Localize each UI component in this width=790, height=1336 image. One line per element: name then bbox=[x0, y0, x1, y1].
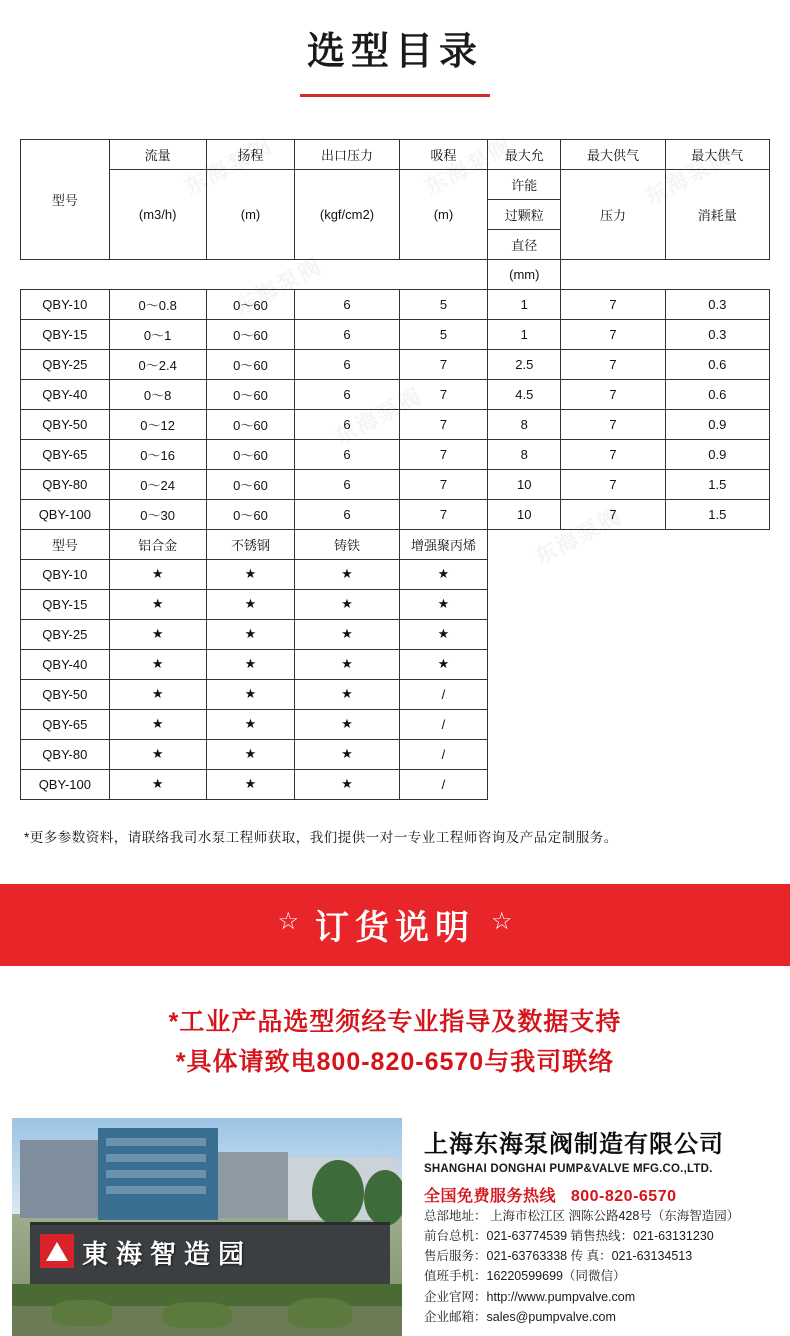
material-header-stainless: 不锈钢 bbox=[206, 529, 295, 559]
cell-outlet-pressure: 6 bbox=[295, 469, 399, 499]
cell-particle: 1 bbox=[488, 319, 561, 349]
header-airpressure-line2: 压力 bbox=[561, 169, 665, 259]
cell-air-pressure: 7 bbox=[561, 469, 665, 499]
cell-model: QBY-80 bbox=[21, 469, 110, 499]
cell-outlet-pressure: 6 bbox=[295, 409, 399, 439]
contact-line-email[interactable]: 企业邮箱：sales@pumpvalve.com bbox=[424, 1309, 616, 1324]
material-header-row bbox=[21, 529, 770, 559]
cell-castiron: ★ bbox=[295, 559, 399, 589]
cell-stainless: ★ bbox=[206, 739, 295, 769]
cell-head: 0～60 bbox=[206, 349, 295, 379]
cell-model: QBY-65 bbox=[21, 709, 110, 739]
material-spacer-1 bbox=[488, 649, 561, 679]
cell-suction: 7 bbox=[399, 439, 488, 469]
header-particle-line3: 过颗粒 bbox=[488, 199, 561, 229]
table-row bbox=[21, 649, 770, 679]
cell-polypropylene: / bbox=[399, 769, 488, 799]
cell-head: 0～60 bbox=[206, 409, 295, 439]
material-spacer-1 bbox=[488, 679, 561, 709]
table-header-row-2 bbox=[21, 169, 770, 199]
cell-air-pressure: 7 bbox=[561, 379, 665, 409]
cell-particle: 4.5 bbox=[488, 379, 561, 409]
cell-model: QBY-15 bbox=[21, 589, 110, 619]
cell-flow: 0～0.8 bbox=[109, 289, 206, 319]
header-head-label: 扬程 bbox=[206, 139, 295, 169]
header-airconsumption-line2: 消耗量 bbox=[665, 169, 769, 259]
material-spacer-2 bbox=[561, 649, 665, 679]
photo-building-2 bbox=[98, 1128, 218, 1220]
material-spacer-2 bbox=[561, 709, 665, 739]
header-spacer-3 bbox=[295, 259, 399, 289]
cell-air-pressure: 7 bbox=[561, 499, 665, 529]
specification-table bbox=[20, 139, 770, 800]
material-spacer-3 bbox=[665, 589, 769, 619]
cell-model: QBY-50 bbox=[21, 409, 110, 439]
cell-head: 0～60 bbox=[206, 469, 295, 499]
cell-castiron: ★ bbox=[295, 589, 399, 619]
material-spacer-3 bbox=[665, 649, 769, 679]
hotline-number: 800-820-6570 bbox=[570, 1187, 677, 1205]
cell-suction: 7 bbox=[399, 349, 488, 379]
hotline bbox=[424, 1183, 778, 1206]
material-spacer-1 bbox=[488, 769, 561, 799]
cell-model: QBY-80 bbox=[21, 739, 110, 769]
material-header-model: 型号 bbox=[21, 529, 110, 559]
cell-outlet-pressure: 6 bbox=[295, 379, 399, 409]
cell-particle: 8 bbox=[488, 409, 561, 439]
material-spacer-2 bbox=[561, 679, 665, 709]
cell-air-consumption: 0.9 bbox=[665, 409, 769, 439]
photo-wall-text: 東海智造园 bbox=[82, 1238, 253, 1269]
cell-model: QBY-25 bbox=[21, 349, 110, 379]
material-header-polypropylene: 增强聚丙烯 bbox=[399, 529, 488, 559]
cell-model: QBY-50 bbox=[21, 679, 110, 709]
order-instructions-banner bbox=[0, 884, 790, 966]
cell-suction: 7 bbox=[399, 499, 488, 529]
cell-aluminum: ★ bbox=[109, 619, 206, 649]
material-spacer-1 bbox=[488, 529, 561, 559]
cell-model: QBY-100 bbox=[21, 499, 110, 529]
cell-castiron: ★ bbox=[295, 739, 399, 769]
material-header-castiron: 铸铁 bbox=[295, 529, 399, 559]
cell-head: 0～60 bbox=[206, 319, 295, 349]
title-underline bbox=[300, 94, 490, 97]
cell-flow: 0～2.4 bbox=[109, 349, 206, 379]
contact-line-website[interactable]: 企业官网：http://www.pumpvalve.com bbox=[424, 1289, 636, 1304]
photo-tree bbox=[312, 1160, 364, 1226]
material-spacer-1 bbox=[488, 589, 561, 619]
photo-shrub bbox=[162, 1302, 232, 1328]
cell-air-pressure: 7 bbox=[561, 289, 665, 319]
header-airconsumption-line1: 最大供气 bbox=[665, 139, 769, 169]
cell-stainless: ★ bbox=[206, 589, 295, 619]
cell-air-pressure: 7 bbox=[561, 409, 665, 439]
cell-flow: 0～12 bbox=[109, 409, 206, 439]
contact-line: 前台总机：021-63774539 销售热线：021-63131230 bbox=[424, 1228, 714, 1243]
material-spacer-1 bbox=[488, 619, 561, 649]
cell-polypropylene: / bbox=[399, 709, 488, 739]
table-row bbox=[21, 619, 770, 649]
material-spacer-2 bbox=[561, 769, 665, 799]
cell-head: 0～60 bbox=[206, 499, 295, 529]
cell-aluminum: ★ bbox=[109, 589, 206, 619]
material-spacer-1 bbox=[488, 559, 561, 589]
cell-outlet-pressure: 6 bbox=[295, 289, 399, 319]
table-row bbox=[21, 769, 770, 799]
cell-model: QBY-100 bbox=[21, 769, 110, 799]
cell-polypropylene: ★ bbox=[399, 619, 488, 649]
material-spacer-3 bbox=[665, 559, 769, 589]
table-header-row-5 bbox=[21, 259, 770, 289]
cell-outlet-pressure: 6 bbox=[295, 319, 399, 349]
material-spacer-3 bbox=[665, 739, 769, 769]
material-spacer-3 bbox=[665, 709, 769, 739]
table-row bbox=[21, 499, 770, 529]
cell-aluminum: ★ bbox=[109, 559, 206, 589]
cell-stainless: ★ bbox=[206, 769, 295, 799]
table-row bbox=[21, 409, 770, 439]
cell-air-consumption: 1.5 bbox=[665, 499, 769, 529]
cell-flow: 0～1 bbox=[109, 319, 206, 349]
material-spacer-2 bbox=[561, 529, 665, 559]
table-row bbox=[21, 349, 770, 379]
page-title: 选型目录 bbox=[306, 31, 483, 73]
material-spacer-2 bbox=[561, 619, 665, 649]
cell-polypropylene: ★ bbox=[399, 559, 488, 589]
cell-aluminum: ★ bbox=[109, 649, 206, 679]
cell-stainless: ★ bbox=[206, 559, 295, 589]
header-suction-label: 吸程 bbox=[399, 139, 488, 169]
cell-head: 0～60 bbox=[206, 439, 295, 469]
cell-air-consumption: 0.6 bbox=[665, 379, 769, 409]
header-suction-unit: (m) bbox=[399, 169, 488, 259]
header-spacer-6 bbox=[665, 259, 769, 289]
cell-outlet-pressure: 6 bbox=[295, 439, 399, 469]
cell-air-pressure: 7 bbox=[561, 349, 665, 379]
header-particle-line4: 直径 bbox=[488, 229, 561, 259]
header-particle-unit: (mm) bbox=[488, 259, 561, 289]
company-photo bbox=[12, 1118, 402, 1336]
header-spacer-5 bbox=[561, 259, 665, 289]
cell-head: 0～60 bbox=[206, 379, 295, 409]
company-info bbox=[424, 1118, 778, 1328]
cell-head: 0～60 bbox=[206, 289, 295, 319]
header-spacer-1 bbox=[109, 259, 206, 289]
cell-model: QBY-10 bbox=[21, 559, 110, 589]
cell-model: QBY-10 bbox=[21, 289, 110, 319]
header-head-unit: (m) bbox=[206, 169, 295, 259]
cell-suction: 5 bbox=[399, 319, 488, 349]
photo-building-3 bbox=[218, 1152, 288, 1218]
table-row bbox=[21, 709, 770, 739]
material-spacer-1 bbox=[488, 709, 561, 739]
cell-polypropylene: / bbox=[399, 679, 488, 709]
cell-suction: 7 bbox=[399, 469, 488, 499]
cell-stainless: ★ bbox=[206, 679, 295, 709]
cell-model: QBY-15 bbox=[21, 319, 110, 349]
order-notes bbox=[0, 966, 790, 1110]
cell-aluminum: ★ bbox=[109, 679, 206, 709]
order-note-line: *工业产品选型须经专业指导及数据支持 bbox=[168, 1007, 622, 1036]
material-spacer-2 bbox=[561, 739, 665, 769]
material-spacer-3 bbox=[665, 529, 769, 559]
cell-polypropylene: / bbox=[399, 739, 488, 769]
table-row bbox=[21, 679, 770, 709]
cell-outlet-pressure: 6 bbox=[295, 349, 399, 379]
table-row bbox=[21, 589, 770, 619]
cell-model: QBY-65 bbox=[21, 439, 110, 469]
header-spacer-model bbox=[21, 259, 110, 289]
cell-particle: 8 bbox=[488, 439, 561, 469]
header-outlet-pressure-label: 出口压力 bbox=[295, 139, 399, 169]
spec-table-wrap bbox=[20, 139, 770, 800]
cell-suction: 7 bbox=[399, 409, 488, 439]
table-row bbox=[21, 379, 770, 409]
cell-flow: 0～16 bbox=[109, 439, 206, 469]
cell-air-consumption: 0.3 bbox=[665, 319, 769, 349]
table-row bbox=[21, 739, 770, 769]
header-flow-label: 流量 bbox=[109, 139, 206, 169]
cell-suction: 7 bbox=[399, 379, 488, 409]
material-spacer-3 bbox=[665, 619, 769, 649]
cell-air-consumption: 0.3 bbox=[665, 289, 769, 319]
cell-model: QBY-25 bbox=[21, 619, 110, 649]
cell-particle: 1 bbox=[488, 289, 561, 319]
header-flow-unit: (m3/h) bbox=[109, 169, 206, 259]
cell-outlet-pressure: 6 bbox=[295, 499, 399, 529]
cell-castiron: ★ bbox=[295, 619, 399, 649]
cell-air-consumption: 0.9 bbox=[665, 439, 769, 469]
header-spacer-4 bbox=[399, 259, 488, 289]
donghai-triangle-logo-icon bbox=[40, 1234, 74, 1268]
header-particle-line1: 最大允 bbox=[488, 139, 561, 169]
banner-title: 订货说明 bbox=[315, 909, 475, 948]
company-name-en: SHANGHAI DONGHAI PUMP&VALVE MFG.CO.,LTD. bbox=[424, 1162, 713, 1175]
cell-stainless: ★ bbox=[206, 649, 295, 679]
cell-air-consumption: 1.5 bbox=[665, 469, 769, 499]
hotline-label: 全国免费服务热线 bbox=[424, 1187, 557, 1205]
page-title-section bbox=[0, 0, 790, 97]
cell-particle: 10 bbox=[488, 499, 561, 529]
material-spacer-2 bbox=[561, 589, 665, 619]
cell-particle: 2.5 bbox=[488, 349, 561, 379]
cell-air-pressure: 7 bbox=[561, 439, 665, 469]
table-note: *更多参数资料，请联络我司水泵工程师获取，我们提供一对一专业工程师咨询及产品定制服务。 bbox=[24, 829, 618, 845]
material-spacer-1 bbox=[488, 739, 561, 769]
table-row bbox=[21, 289, 770, 319]
material-header-aluminum: 铝合金 bbox=[109, 529, 206, 559]
star-right-icon: ☆ bbox=[491, 908, 513, 936]
company-name-cn: 上海东海泵阀制造有限公司 bbox=[424, 1130, 724, 1158]
material-spacer-3 bbox=[665, 679, 769, 709]
star-left-icon: ☆ bbox=[277, 908, 299, 936]
material-spacer-3 bbox=[665, 769, 769, 799]
contact-line: 售后服务：021-63763338 传 真：021-63134513 bbox=[424, 1249, 693, 1264]
contact-line: 值班手机：16220599699（同微信） bbox=[424, 1269, 626, 1284]
cell-aluminum: ★ bbox=[109, 769, 206, 799]
cell-flow: 0～30 bbox=[109, 499, 206, 529]
table-row bbox=[21, 319, 770, 349]
cell-air-pressure: 7 bbox=[561, 319, 665, 349]
header-model: 型号 bbox=[21, 139, 110, 259]
cell-polypropylene: ★ bbox=[399, 589, 488, 619]
cell-flow: 0～8 bbox=[109, 379, 206, 409]
cell-suction: 5 bbox=[399, 289, 488, 319]
order-note-line: *具体请致电800-820-6570与我司联络 bbox=[175, 1047, 615, 1076]
cell-stainless: ★ bbox=[206, 709, 295, 739]
cell-model: QBY-40 bbox=[21, 379, 110, 409]
table-row bbox=[21, 469, 770, 499]
cell-aluminum: ★ bbox=[109, 739, 206, 769]
cell-polypropylene: ★ bbox=[399, 649, 488, 679]
cell-castiron: ★ bbox=[295, 709, 399, 739]
header-particle-line2: 许能 bbox=[488, 169, 561, 199]
cell-castiron: ★ bbox=[295, 769, 399, 799]
cell-flow: 0～24 bbox=[109, 469, 206, 499]
material-spacer-2 bbox=[561, 559, 665, 589]
footer bbox=[12, 1118, 778, 1336]
table-row bbox=[21, 439, 770, 469]
cell-particle: 10 bbox=[488, 469, 561, 499]
cell-model: QBY-40 bbox=[21, 649, 110, 679]
cell-castiron: ★ bbox=[295, 679, 399, 709]
table-header-row bbox=[21, 139, 770, 169]
photo-tree bbox=[364, 1170, 402, 1226]
header-outlet-pressure-unit: (kgf/cm2) bbox=[295, 169, 399, 259]
contact-line: 总部地址： 上海市松江区 泗陈公路428号（东海智造园） bbox=[424, 1208, 740, 1223]
cell-castiron: ★ bbox=[295, 649, 399, 679]
cell-air-consumption: 0.6 bbox=[665, 349, 769, 379]
header-spacer-2 bbox=[206, 259, 295, 289]
cell-aluminum: ★ bbox=[109, 709, 206, 739]
table-row bbox=[21, 559, 770, 589]
cell-stainless: ★ bbox=[206, 619, 295, 649]
photo-building-1 bbox=[20, 1140, 98, 1218]
header-airpressure-line1: 最大供气 bbox=[561, 139, 665, 169]
photo-shrub bbox=[288, 1298, 352, 1328]
photo-shrub bbox=[52, 1300, 112, 1326]
